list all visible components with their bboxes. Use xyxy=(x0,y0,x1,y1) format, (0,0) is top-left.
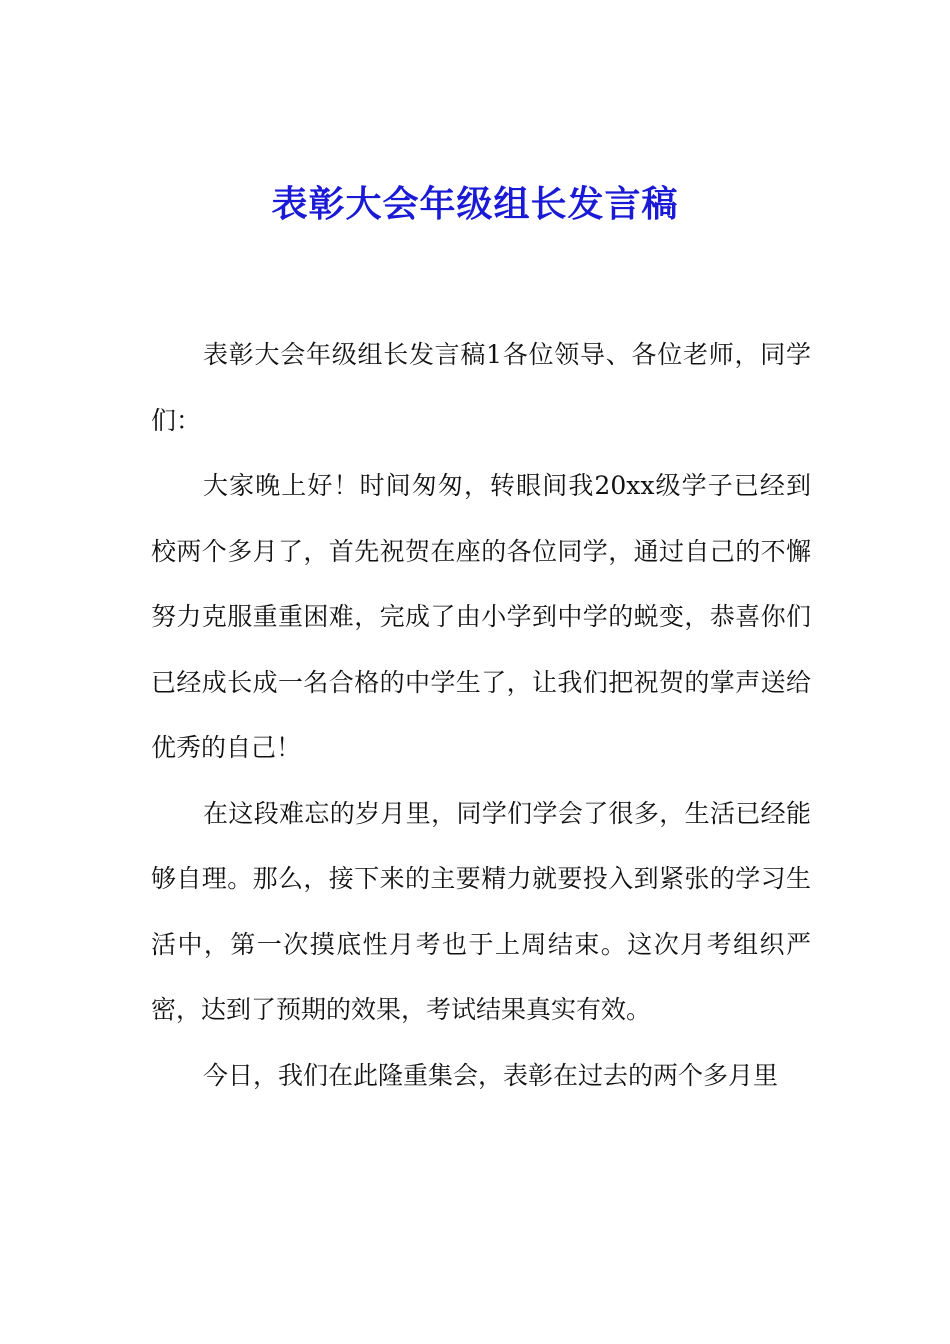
paragraph-3: 在这段难忘的岁月里，同学们学会了很多，生活已经能够自理。那么，接下来的主要精力就要投入到紧张的学习生活中，第一次摸底性月考也于上周结束。这次月考组织严密，达到了预期的效果，考试结果真实有效。 xyxy=(151,798,811,1024)
paragraph-2: 大家晚上好！时间匆匆，转眼间我20xx级学子已经到校两个多月了，首先祝贺在座的各位同学，通过自己的不懈努力克服重重困难，完成了由小学到中学的蜕变，恭喜你们已经成长成一名合格的中学生了，让我们把祝贺的掌声送给优秀的自己！ xyxy=(151,471,811,762)
paragraph-4: 今日，我们在此隆重集会，表彰在过去的两个多月里 xyxy=(203,1060,779,1090)
paragraph-1: 表彰大会年级组长发言稿1各位领导、各位老师，同学们： xyxy=(151,340,811,435)
document-title: 表彰大会年级组长发言稿 xyxy=(271,183,679,225)
document-body xyxy=(151,322,811,1108)
